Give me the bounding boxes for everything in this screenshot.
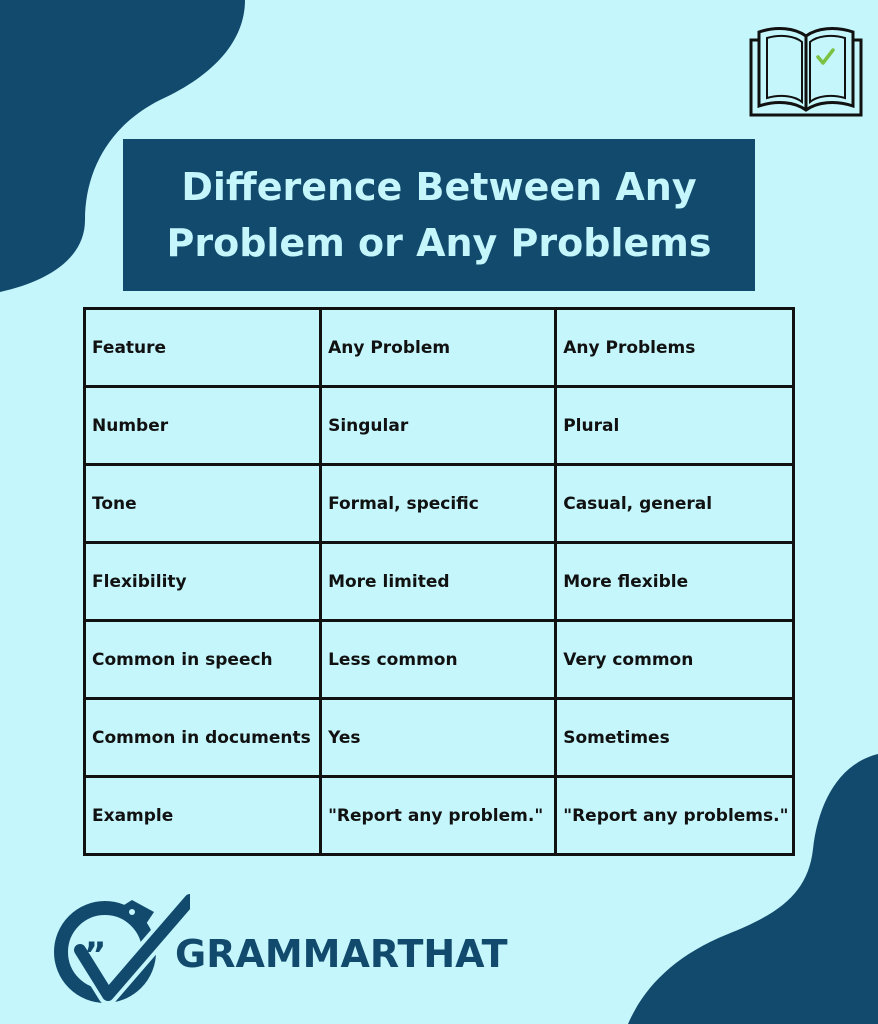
table-cell: Example [85, 777, 321, 855]
table-cell: Common in documents [85, 699, 321, 777]
table-cell: Formal, specific [321, 465, 556, 543]
table-cell: Sometimes [556, 699, 794, 777]
table-cell: "Report any problems." [556, 777, 794, 855]
table-cell: Singular [321, 387, 556, 465]
table-row [85, 621, 794, 699]
brand-logo [50, 890, 508, 1020]
table-cell: Less common [321, 621, 556, 699]
comparison-table [83, 307, 795, 856]
title-banner [123, 139, 755, 291]
table-cell: Plural [556, 387, 794, 465]
logo-text: GRAMMARTHAT [175, 932, 508, 976]
table-cell: Feature [85, 309, 321, 387]
table-cell: Any Problems [556, 309, 794, 387]
table-cell: Number [85, 387, 321, 465]
table-cell: Casual, general [556, 465, 794, 543]
table-cell: Very common [556, 621, 794, 699]
table-row [85, 543, 794, 621]
table-row [85, 699, 794, 777]
table-cell: Common in speech [85, 621, 321, 699]
page-title: Difference Between Any Problem or Any Problems [166, 165, 712, 265]
table-cell: Any Problem [321, 309, 556, 387]
table-row [85, 387, 794, 465]
quote-check-pen-icon [50, 890, 190, 1020]
table-row [85, 777, 794, 855]
table-cell: More limited [321, 543, 556, 621]
svg-text:”: ” [84, 935, 107, 975]
table-cell: Yes [321, 699, 556, 777]
table-cell: Tone [85, 465, 321, 543]
table-row [85, 465, 794, 543]
table-cell: Flexibility [85, 543, 321, 621]
open-book-check-icon [747, 22, 864, 118]
table-row [85, 309, 794, 387]
table-cell: More flexible [556, 543, 794, 621]
table-cell: "Report any problem." [321, 777, 556, 855]
